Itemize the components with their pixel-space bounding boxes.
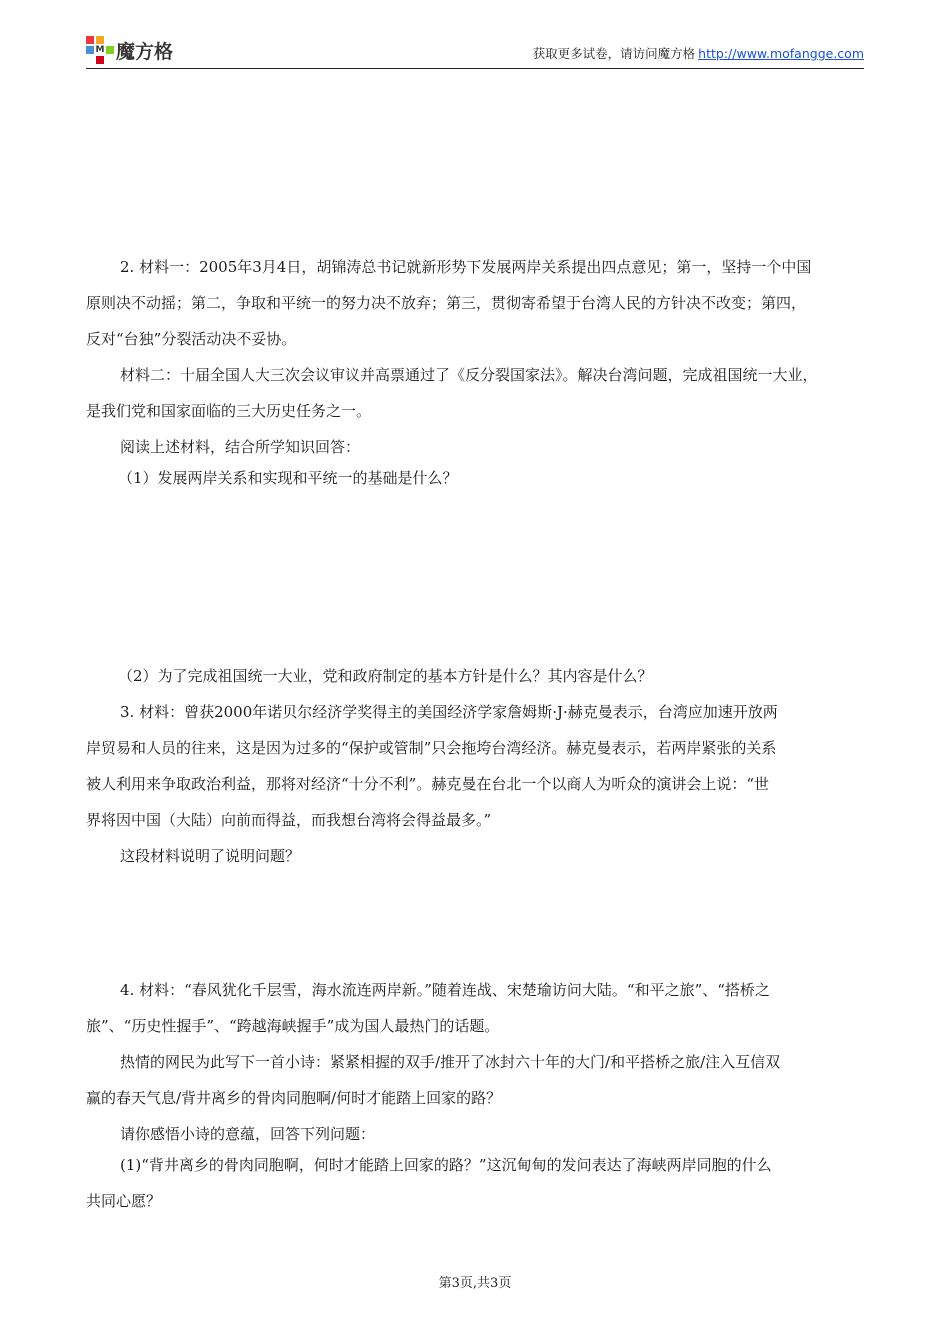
q2-instruction: 阅读上述材料，结合所学知识回答： [120, 438, 361, 456]
q3-line-1: 3. 材料：曾获2000年诺贝尔经济学奖得主的美国经济学家詹姆斯·J·赫克曼表示，台湾应加速开放两 [120, 703, 778, 721]
page-footer: 第3页,共3页 [438, 1276, 512, 1291]
q3-line-3: 被人利用来争取政治利益，那将对经济“十分不利”。赫克曼在台北一个以商人为听众的演讲会上说：“世 [86, 775, 770, 793]
q2-line-1: 2. 材料一：2005年3月4日，胡锦涛总书记就新形势下发展两岸关系提出四点意见；第一，坚持一个中国 [120, 258, 812, 276]
logo-icon: M [86, 36, 114, 64]
q2-line-3: 反对“台独”分裂活动决不妥协。 [86, 330, 297, 348]
q3-line-4: 界将因中国（大陆）向前而得益，而我想台湾将会得益最多。” [86, 811, 492, 829]
q4-line-2: 旅”、“历史性握手”、“跨越海峡握手”成为国人最热门的话题。 [86, 1017, 500, 1035]
logo-text: 魔方格 [116, 40, 174, 63]
q2-material-2-line-2: 是我们党和国家面临的三大历史任务之一。 [86, 402, 372, 420]
q3-question: 这段材料说明了说明问题？ [120, 847, 301, 865]
q2-sub-2: （2）为了完成祖国统一大业，党和政府制定的基本方针是什么？其内容是什么？ [118, 667, 653, 685]
tagline-text: 获取更多试卷，请访问魔方格 [532, 46, 696, 61]
q4-sub-1-line-2: 共同心愿？ [86, 1192, 162, 1210]
q4-instruction: 请你感悟小诗的意蕴，回答下列问题： [120, 1125, 376, 1143]
q4-sub-1-line-1: (1)“背井离乡的骨肉同胞啊，何时才能踏上回家的路？”这沉甸甸的发问表达了海峡两岸同胞的什么 [120, 1156, 772, 1174]
site-link[interactable]: http://www.mofangge.com [698, 46, 864, 61]
q3-line-2: 岸贸易和人员的往来，这是因为过多的“保护或管制”只会拖垮台湾经济。赫克曼表示，若两岸紧张的关系 [86, 739, 777, 757]
q2-sub-1: （1）发展两岸关系和实现和平统一的基础是什么？ [118, 469, 458, 487]
q4-poem-line-2: 赢的春天气息/背井离乡的骨肉同胞啊/何时才能踏上回家的路？ [86, 1089, 502, 1107]
q4-line-1: 4. 材料：“春风犹化千层雪，海水流连两岸新。”随着连战、宋楚瑜访问大陆。“和平之旅”、“搭桥之 [120, 981, 770, 999]
q4-poem-line-1: 热情的网民为此写下一首小诗：紧紧相握的双手/推开了冰封六十年的大门/和平搭桥之旅/注入互信双 [120, 1053, 781, 1071]
q2-line-2: 原则决不动摇；第二，争取和平统一的努力决不放弃；第三，贯彻寄希望于台湾人民的方针决不改变；第四， [86, 294, 807, 312]
q2-material-2-line-1: 材料二：十届全国人大三次会议审议并高票通过了《反分裂国家法》。解决台湾问题，完成祖国统一大业， [120, 366, 818, 384]
